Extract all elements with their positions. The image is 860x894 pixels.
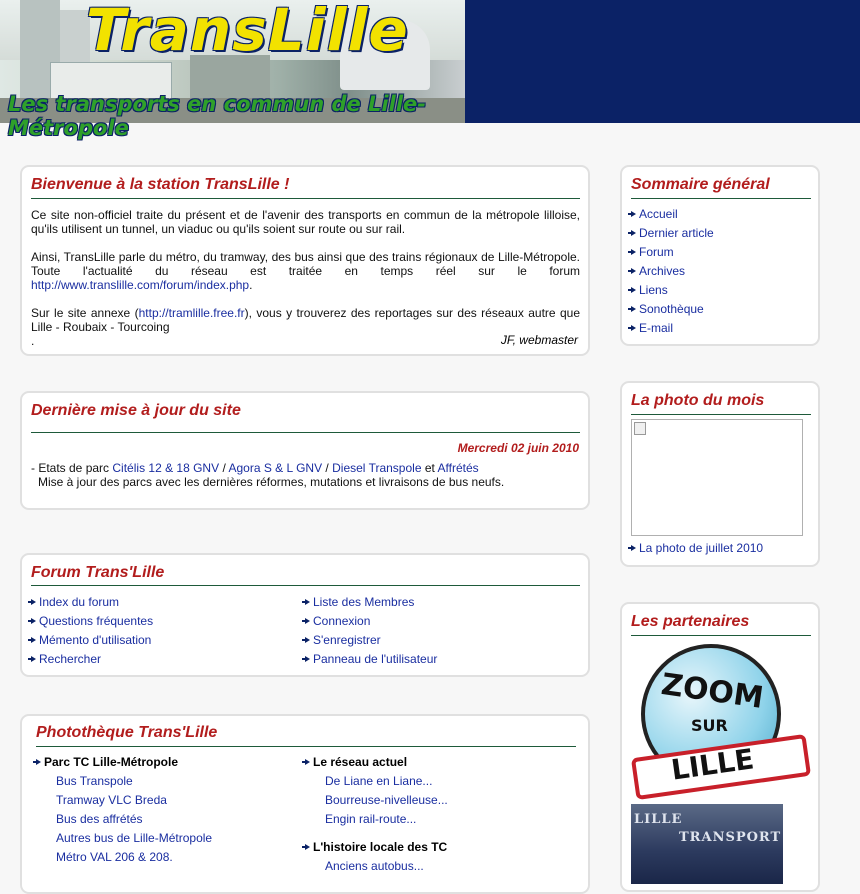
arrow-icon [631,230,636,236]
arrow-icon [31,618,36,624]
tramlille-url-link[interactable]: http://tramlille.free.fr [138,306,245,320]
update-line-1: - Etats de parc Citélis 12 & 18 GNV / Agora S & L GNV / Diesel Transpole et Affrétés [31,461,479,475]
phototheque-panel [20,714,590,894]
arrow-icon [36,759,41,765]
photo-link-bus-transpole[interactable]: Bus Transpole [56,774,133,788]
arrow-icon [31,656,36,662]
arrow-icon [305,656,310,662]
photo-link-metro[interactable]: Métro VAL 206 & 208. [56,850,173,864]
arrow-icon [305,599,310,605]
nav-archives[interactable]: Archives [631,262,811,281]
arrow-icon [631,545,636,551]
partenaires-heading: Les partenaires [631,613,750,630]
welcome-paragraph-3: Sur le site annexe (http://tramlille.free.fr), vous y trouverez des reportages sur des réseaux autre que Lille - Roubaix - Tourcoing [31,306,581,334]
arrow-icon [631,306,636,312]
update-heading: Dernière mise à jour du site [31,402,241,419]
forum-link-search[interactable]: Rechercher [31,650,291,669]
nav-forum[interactable]: Forum [631,243,811,262]
photo-du-mois-heading: La photo du mois [631,392,765,409]
arrow-icon [305,759,310,765]
update-line-2: Mise à jour des parcs avec les dernières réformes, mutations et livraisons de bus neufs. [38,475,505,489]
arrow-icon [31,599,36,605]
photo-link-anciens-autobus[interactable]: Anciens autobus... [325,859,424,873]
nav-email[interactable]: E-mail [631,319,811,338]
forum-heading: Forum Trans'Lille [31,564,165,581]
arrow-icon [31,637,36,643]
arrow-icon [305,618,310,624]
citelis-link[interactable]: Citélis 12 & 18 GNV [112,461,220,475]
sommaire-heading: Sommaire général [631,176,770,193]
forum-link-register[interactable]: S'enregistrer [305,631,575,650]
forum-panel [20,553,590,677]
photo-link-affretes[interactable]: Bus des affrétés [56,812,143,826]
welcome-heading: Bienvenue à la station TransLille ! [31,176,290,193]
photo-link-bourreuse[interactable]: Bourreuse-nivelleuse... [325,793,448,807]
update-panel [20,391,590,510]
forum-link-members[interactable]: Liste des Membres [305,593,575,612]
forum-url-link[interactable]: http://www.translille.com/forum/index.php [31,278,250,292]
photo-link-autres-bus[interactable]: Autres bus de Lille-Métropole [56,831,213,845]
welcome-paragraph-1: Ce site non-officiel traite du présent et de l'avenir des transports en commun de la métropole lilloise, qu'ils utilisent un tunnel, un viaduc ou qu'ils soient sur route ou sur rail. [31,208,580,236]
welcome-panel [20,165,590,356]
zoom-sur-lille-logo[interactable]: ZOOM SUR LILLE [631,640,811,800]
affretes-link[interactable]: Affrétés [437,461,479,475]
lille-transport-banner[interactable]: LILLE TRANSPORT [631,804,783,884]
nav-dernier-article[interactable]: Dernier article [631,224,811,243]
arrow-icon [305,637,310,643]
phototheque-histoire-title: L'histoire locale des TC [305,838,575,857]
nav-sonotheque[interactable]: Sonothèque [631,300,811,319]
arrow-icon [631,287,636,293]
phototheque-parc-title: Parc TC Lille-Métropole [36,753,296,772]
arrow-icon [631,249,636,255]
photo-du-mois-panel [620,381,820,567]
nav-liens[interactable]: Liens [631,281,811,300]
welcome-dot: . [31,334,35,348]
diesel-transpole-link[interactable]: Diesel Transpole [332,461,422,475]
arrow-icon [631,268,636,274]
partenaires-panel [620,602,820,892]
arrow-icon [631,325,636,331]
photo-link-tramway[interactable]: Tramway VLC Breda [56,793,167,807]
site-title: TransLille [86,0,409,64]
phototheque-heading: Photothèque Trans'Lille [36,724,218,741]
site-subtitle: Les transports en commun de Lille-Métropole [8,92,426,140]
photo-du-mois-image[interactable] [631,419,803,536]
header-banner-image [0,0,465,140]
broken-image-icon [634,422,646,435]
forum-link-index[interactable]: Index du forum [31,593,291,612]
sommaire-panel [620,165,820,346]
forum-link-memento[interactable]: Mémento d'utilisation [31,631,291,650]
forum-link-faq[interactable]: Questions fréquentes [31,612,291,631]
phototheque-reseau-title: Le réseau actuel [305,753,575,772]
photo-link-liane[interactable]: De Liane en Liane... [325,774,433,788]
nav-accueil[interactable]: Accueil [631,205,811,224]
update-date: Mercredi 02 juin 2010 [457,441,579,455]
arrow-icon [305,844,310,850]
photo-du-mois-link[interactable]: La photo de juillet 2010 [631,539,816,558]
site-header [0,0,860,140]
forum-link-user-panel[interactable]: Panneau de l'utilisateur [305,650,575,669]
webmaster-signature: JF, webmaster [500,333,578,347]
photo-link-engin[interactable]: Engin rail-route... [325,812,417,826]
agora-link[interactable]: Agora S & L GNV [228,461,323,475]
arrow-icon [631,211,636,217]
welcome-paragraph-2: Ainsi, TransLille parle du métro, du tramway, des bus ainsi que des trains régionaux de Lille-Métropole. Toute l'actualité du réseau est traitée en temps réel sur le forum http://www.translille.com/forum/index.php. [31,250,580,292]
forum-link-login[interactable]: Connexion [305,612,575,631]
